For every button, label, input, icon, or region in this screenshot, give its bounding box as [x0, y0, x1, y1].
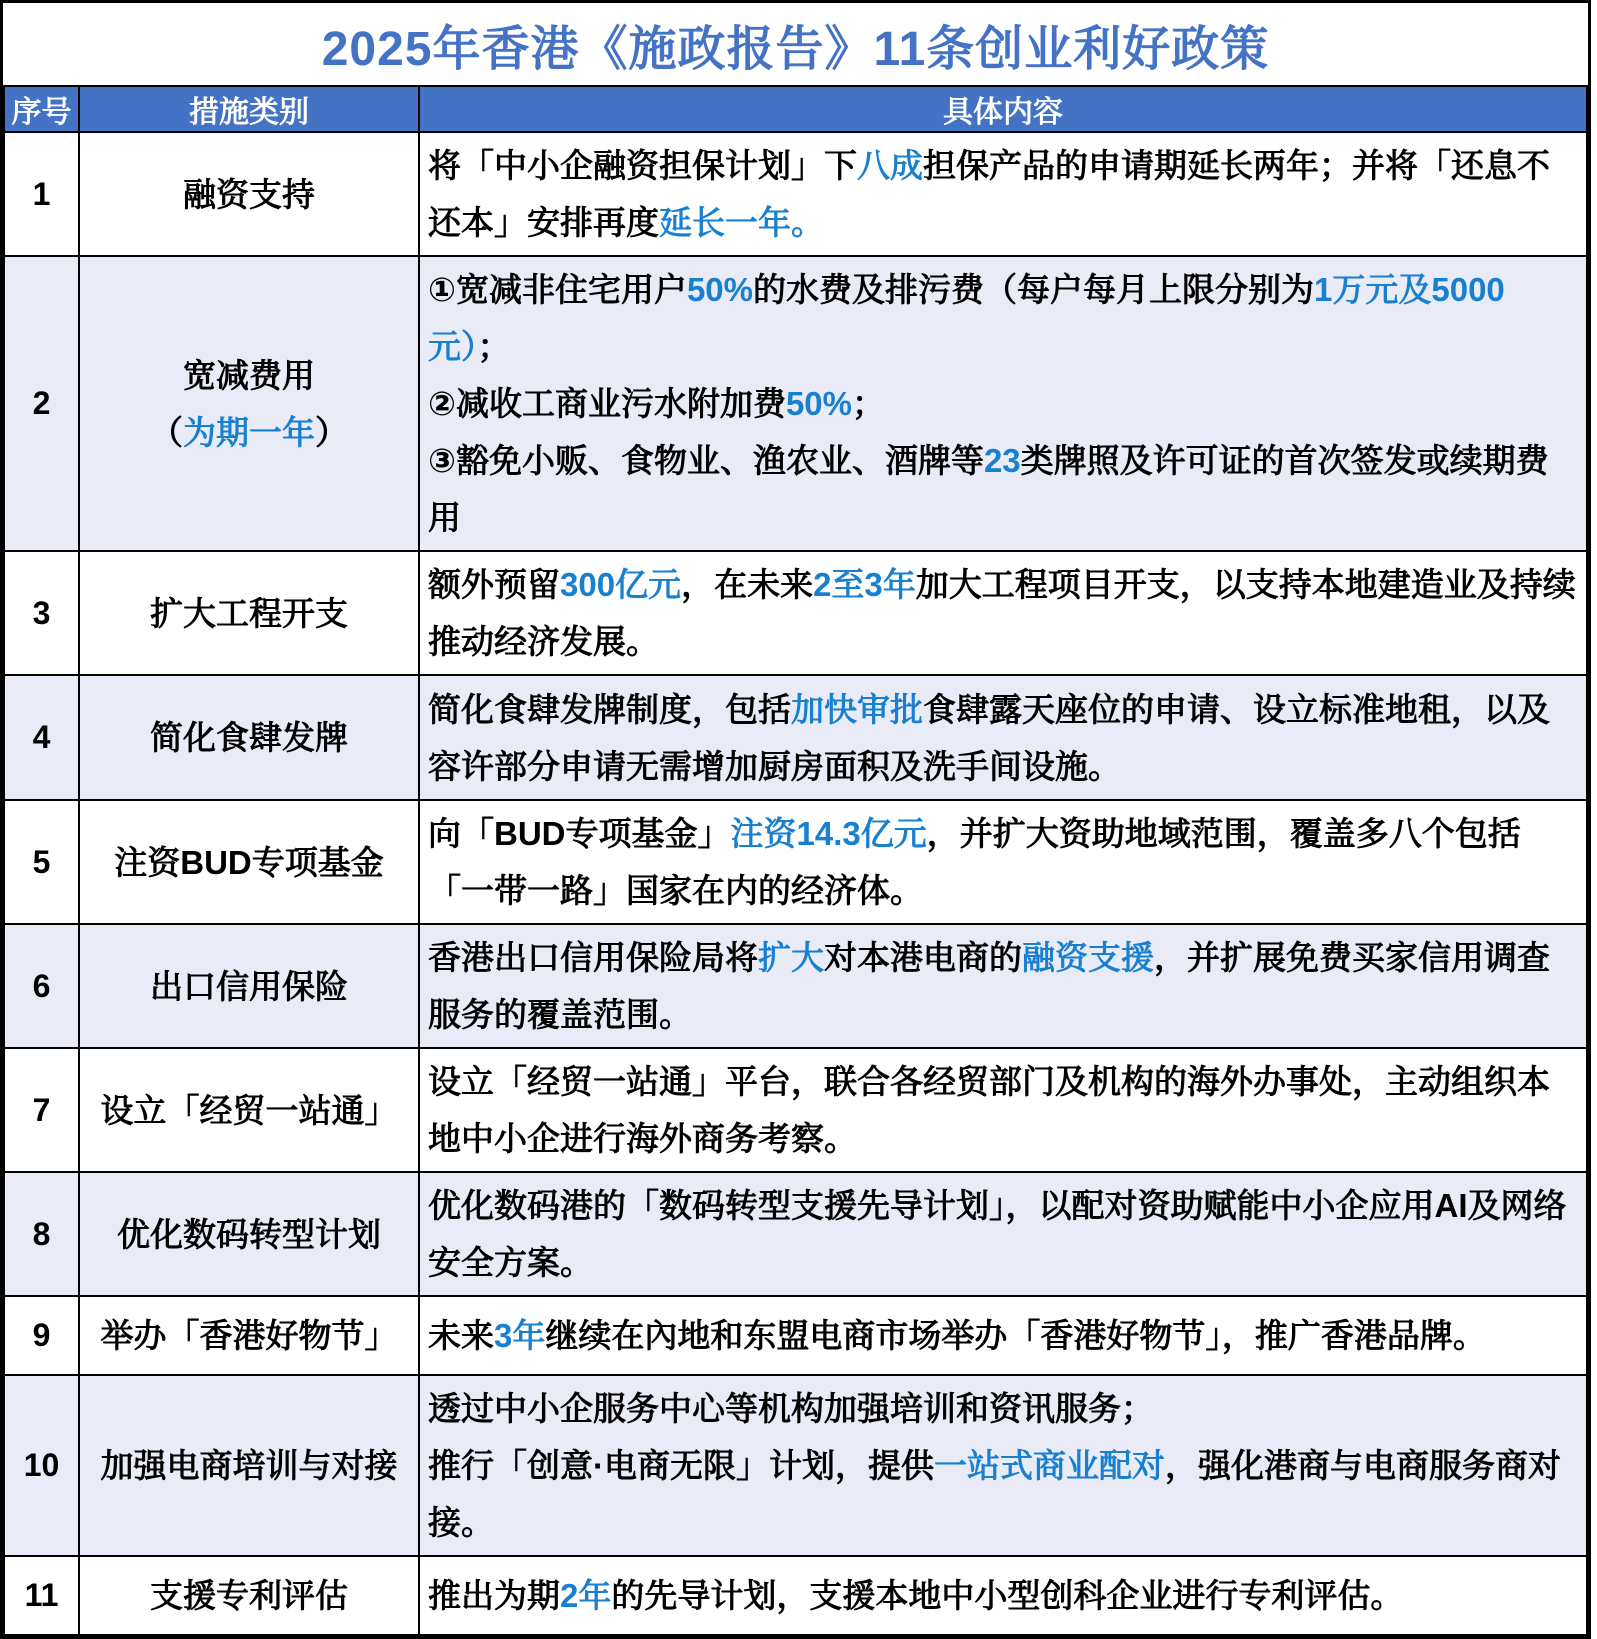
plain-text: 的先导计划，支援本地中小型创科企业进行专利评估。 — [611, 1577, 1404, 1614]
plain-text: ②减收工商业污水附加费 — [428, 385, 786, 422]
row-category — [79, 256, 419, 551]
category-line — [84, 709, 414, 766]
row-content — [419, 1375, 1587, 1556]
row-content — [419, 1048, 1587, 1172]
highlighted-text: 23 — [983, 442, 1021, 479]
category-line — [84, 1082, 414, 1139]
table-header — [4, 86, 1587, 132]
row-category — [79, 132, 419, 256]
row-content — [419, 1172, 1587, 1296]
highlighted-text: 八成 — [857, 147, 923, 184]
content-line — [428, 1437, 1580, 1551]
content-line — [428, 556, 1580, 670]
category-line — [84, 585, 414, 642]
plain-text: 对本港电商的 — [824, 939, 1022, 976]
plain-text: 加强电商培训与对接 — [100, 1447, 398, 1484]
plain-text: 加大工程项目开支，以支持本地建造业及持续推动经济发展。 — [428, 566, 1576, 660]
content-line — [428, 805, 1580, 919]
highlighted-text: 50% — [785, 385, 853, 422]
plain-text: ③豁免小贩、食物业、渔农业、酒牌等 — [428, 442, 984, 479]
table-row — [4, 1296, 1587, 1375]
plain-text: 简化食肆发牌 — [150, 719, 348, 756]
col-header-content: 具体内容 — [419, 86, 1587, 132]
row-category — [79, 1048, 419, 1172]
row-index: 4 — [4, 675, 79, 800]
plain-text: 未来 — [428, 1317, 494, 1354]
category-line — [84, 834, 414, 891]
table-body — [4, 132, 1587, 1635]
plain-text: 将「中小企融资担保计划」下 — [428, 147, 857, 184]
plain-text: 香港出口信用保险局将 — [428, 939, 758, 976]
plain-text: 支援专利评估 — [150, 1577, 348, 1614]
plain-text: 设立「经贸一站通」 — [100, 1091, 398, 1129]
row-content — [419, 256, 1587, 551]
table-row — [4, 1375, 1587, 1556]
plain-text: 举办「香港好物节」 — [100, 1317, 398, 1354]
highlighted-text: 2至3年 — [813, 566, 916, 603]
plain-text: 简化食肆发牌制度，包括 — [428, 690, 791, 728]
category-line — [84, 347, 414, 404]
plain-text: 推出为期 — [428, 1577, 560, 1614]
row-index: 11 — [4, 1556, 79, 1635]
plain-text: 的水费及排污费（每户每月上限分别为 — [753, 271, 1315, 308]
highlighted-text: 融资支援 — [1022, 939, 1154, 976]
category-line — [84, 958, 414, 1015]
highlighted-text: 300亿元 — [560, 566, 682, 603]
plain-text: ，强化港商与电商服务商对接。 — [428, 1447, 1561, 1541]
plain-text: 融资支持 — [183, 175, 315, 213]
col-header-category: 措施类别 — [79, 86, 419, 132]
row-content — [419, 132, 1587, 256]
highlighted-text: 扩大 — [758, 939, 824, 976]
plain-text: 注资BUD专项基金 — [114, 843, 384, 881]
plain-text: ，并扩大资助地域范围，覆盖多八个包括「一带一路」国家在内的经济体。 — [428, 815, 1521, 909]
table-row — [4, 551, 1587, 675]
row-content — [419, 924, 1587, 1048]
row-category — [79, 924, 419, 1048]
row-category — [79, 1172, 419, 1296]
table-row — [4, 675, 1587, 800]
row-category — [79, 1375, 419, 1556]
row-index: 2 — [4, 256, 79, 551]
table-row — [4, 1172, 1587, 1296]
plain-text: 设立「经贸一站通」平台，联合各经贸部门及机构的海外办事处，主动组织本地中小企进行海外商务考察。 — [428, 1063, 1550, 1157]
highlighted-text: 加快审批 — [791, 690, 923, 728]
row-index: 6 — [4, 924, 79, 1048]
row-category — [79, 551, 419, 675]
highlighted-text: 50% — [686, 271, 754, 308]
plain-text: 向「BUD专项基金」 — [428, 815, 731, 852]
policy-table — [3, 85, 1588, 1636]
content-line — [428, 1053, 1580, 1167]
row-category — [79, 1296, 419, 1375]
content-line — [428, 261, 1580, 375]
highlighted-text: 注资14.3亿元 — [730, 815, 927, 852]
category-line — [84, 166, 414, 223]
plain-text: 额外预留 — [428, 566, 560, 603]
table-row — [4, 1048, 1587, 1172]
table-row — [4, 1556, 1587, 1635]
page-title: 2025年香港《施政报告》11条创业利好政策 — [3, 3, 1588, 85]
category-line — [84, 1206, 414, 1263]
row-index: 1 — [4, 132, 79, 256]
plain-text: 继续在內地和东盟电商市场举办「香港好物节」，推广香港品牌。 — [545, 1317, 1486, 1354]
content-line — [428, 375, 1580, 432]
highlighted-text: 2年 — [560, 1577, 612, 1614]
plain-text: 宽减费用 — [183, 356, 315, 394]
row-index: 9 — [4, 1296, 79, 1375]
plain-text: ） — [315, 413, 348, 451]
highlighted-text: 一站式商业配对 — [934, 1447, 1165, 1484]
row-content — [419, 675, 1587, 800]
plain-text: ； — [477, 328, 511, 365]
category-line — [84, 1437, 414, 1494]
highlighted-text: 为期一年 — [183, 413, 315, 451]
table-row — [4, 800, 1587, 924]
table-row — [4, 256, 1587, 551]
plain-text: 担保产品的申请期延长两年；并将「还息不还本」安排再度 — [428, 147, 1550, 241]
plain-text: 透过中小企服务中心等机构加强培训和资讯服务； — [428, 1390, 1154, 1427]
content-line — [428, 432, 1580, 546]
plain-text: 推行「创意·电商无限」计划，提供 — [428, 1447, 934, 1484]
row-index: 10 — [4, 1375, 79, 1556]
highlighted-text: 1万元及5000元） — [428, 271, 1505, 365]
plain-text: 扩大工程开支 — [150, 594, 348, 632]
plain-text: ； — [852, 385, 886, 422]
highlighted-text: 延长一年。 — [659, 204, 824, 241]
content-line — [428, 1307, 1580, 1364]
plain-text: 优化数码港的「数码转型支援先导计划」，以配对资助赋能中小企应用AI及网络安全方案。 — [428, 1187, 1567, 1281]
row-index: 8 — [4, 1172, 79, 1296]
highlighted-text: 3年 — [494, 1317, 546, 1354]
row-content — [419, 800, 1587, 924]
header-row — [4, 86, 1587, 132]
plain-text: 出口信用保险 — [150, 967, 348, 1005]
table-row — [4, 132, 1587, 256]
row-index: 3 — [4, 551, 79, 675]
row-category — [79, 1556, 419, 1635]
content-line — [428, 1177, 1580, 1291]
plain-text: 优化数码转型计划 — [117, 1215, 381, 1253]
content-line — [428, 929, 1580, 1043]
category-line — [84, 1307, 414, 1364]
category-line — [84, 1567, 414, 1624]
plain-text: ，在未来 — [681, 566, 814, 603]
plain-text: 类牌照及许可证的首次签发或续期费用 — [428, 442, 1549, 536]
plain-text: ，并扩展免费买家信用调查服务的覆盖范围。 — [428, 939, 1550, 1033]
row-index: 7 — [4, 1048, 79, 1172]
row-content — [419, 551, 1587, 675]
row-content — [419, 1296, 1587, 1375]
col-header-index: 序号 — [4, 86, 79, 132]
row-category — [79, 675, 419, 800]
plain-text: （ — [150, 413, 183, 451]
plain-text: 食肆露天座位的申请、设立标准地租，以及容许部分申请无需增加厨房面积及洗手间设施。 — [428, 690, 1550, 785]
content-line — [428, 1567, 1580, 1624]
row-category — [79, 800, 419, 924]
content-line — [428, 681, 1580, 795]
row-index: 5 — [4, 800, 79, 924]
content-line — [428, 137, 1580, 251]
content-line — [428, 1380, 1580, 1437]
table-row — [4, 924, 1587, 1048]
plain-text: ①宽减非住宅用户 — [428, 271, 687, 308]
category-line — [84, 404, 414, 461]
row-content — [419, 1556, 1587, 1635]
